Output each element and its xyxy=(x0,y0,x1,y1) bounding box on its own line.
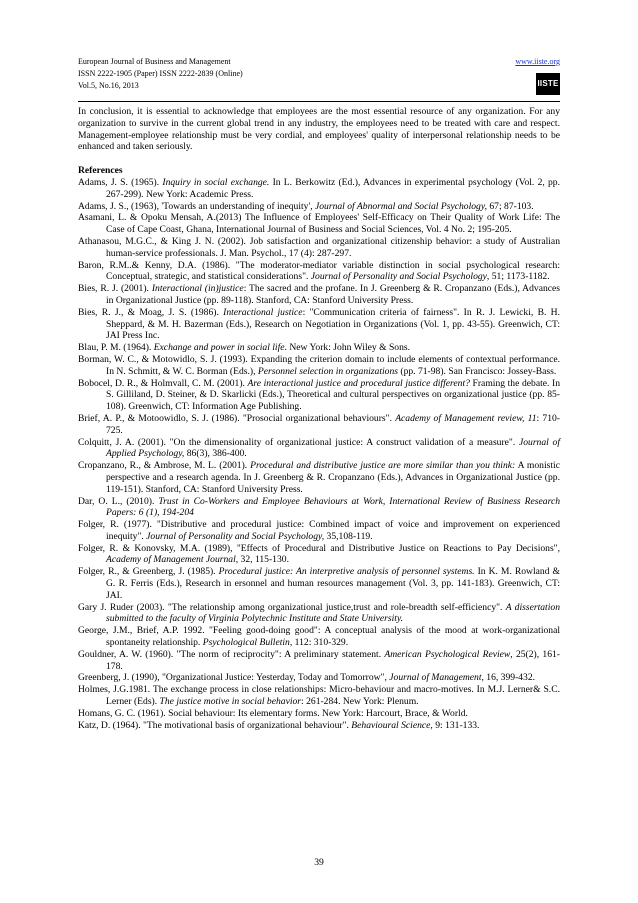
reference-text-part: Colquitt, J. A. (2001). "On the dimensionality of organizational justice: A construct validation of a measure". xyxy=(78,436,519,448)
reference-text-part: Bobocel, D. R., & Holmvall, C. M. (2001). xyxy=(78,377,248,389)
reference-item xyxy=(78,177,560,201)
reference-italic-part: Inquiry in social exchange. xyxy=(162,176,270,188)
reference-text-part: Dar, O. L., (2010). xyxy=(78,495,159,507)
reference-item xyxy=(78,378,560,413)
reference-item xyxy=(78,201,560,213)
reference-text-part: Folger, R., & Greenberg, J. (1985). xyxy=(78,566,219,578)
reference-text-part: Adams, J. S., (1963), 'Towards an understanding of inequity', xyxy=(78,200,315,212)
reference-italic-part: Procedural and distributive justice are more similar than you think: xyxy=(250,460,516,472)
reference-text-part: Athanasou, M.G.C., & King J. N. (2002). Job satisfaction and organizational citizenship behavior: a study of Australian human-service professionals. J. Man. Psychol., 17 (4): 287-297. xyxy=(78,235,560,259)
reference-list xyxy=(78,177,560,731)
volume-line: Vol.5, No.16, 2013 xyxy=(78,81,139,90)
reference-text-part: , 25(2), 161-178. xyxy=(106,648,560,672)
reference-text-part: : 710-725. xyxy=(106,412,560,436)
reference-italic-part: Journal of Personality and Social Psychology, xyxy=(146,530,325,542)
reference-item xyxy=(78,720,560,732)
reference-text-part: Borman, W. C., & Motowidlo, S. J. (1993). Expanding the criterion domain to include elements of contextual performance. In N. Schmitt, & W. C. Borman (Eds.), xyxy=(78,353,560,377)
reference-italic-part: Interactional justice xyxy=(223,306,303,318)
reference-item xyxy=(78,602,560,626)
conclusion-paragraph: In conclusion, it is essential to acknowledge that employees are the most essential resource of any organization. For any organization to survive in the current global trend in any industry, the employees need to be treated with care and respect. Management-employee relationship must be very cordial, and employees' quality of interpersonal relationship needs to be enhanced and taken seriously. xyxy=(78,106,560,153)
reference-italic-part: Academy of Management Journal, xyxy=(106,554,239,566)
reference-text-part: Bies, R. J. (2001). xyxy=(78,283,152,295)
reference-italic-part: Journal of Abnormal and Social Psychology, xyxy=(315,200,487,212)
reference-italic-part: Psychological Bulletin xyxy=(202,637,290,649)
reference-text-part: , 51; 1173-1182. xyxy=(486,271,550,283)
reference-item xyxy=(78,543,560,567)
reference-italic-part: The justice motive in social behavior xyxy=(159,696,302,708)
reference-text-part: 32, 115-130. xyxy=(238,554,289,566)
page-number: 39 xyxy=(314,857,324,868)
reference-text-part: In L. Berkowitz (Ed.), Advances in experimental psychology (Vol. 2, pp. 267-299). New York: Academic Press. xyxy=(106,176,560,200)
reference-text-part: Folger, R. (1977). "Distributive and procedural justice: Combined impact of voice and improvement on experienced inequity". xyxy=(78,519,560,542)
header-divider xyxy=(78,101,560,102)
reference-text-part: 16, 399-432. xyxy=(483,672,536,684)
reference-text-part: 86(3), 386-400. xyxy=(184,448,247,460)
reference-item xyxy=(78,260,560,284)
reference-text-part: : The sacred and the profane. In J. Greenberg & R. Cropanzano (Eds.), Advances in Organizational Justice (pp. 89-118). Stanford, CA: Stanford University Press. xyxy=(106,283,561,306)
reference-text-part: 67; 87-103. xyxy=(486,200,534,212)
reference-italic-part: Behavioural Science xyxy=(351,719,431,731)
reference-text-part: A monistic perspective and a research agenda. In J. Greenberg & R. Cropanzano (Eds.), Advances in Organizational Justice (pp. 119-151). Stanford, CA: Stanford University Press. xyxy=(106,460,560,495)
reference-text-part: In K. M. Rowland & G. R. Ferris (Eds.), Research in ersonnel and human resources management (Vol. 3, pp. 141-183). Greenwich, CT: JAI. xyxy=(106,566,560,601)
reference-item xyxy=(78,236,560,260)
reference-italic-part: Journal of Applied Psychology, xyxy=(106,436,560,460)
references-heading: References xyxy=(78,165,123,177)
reference-item xyxy=(78,649,560,673)
reference-text-part: Homans, G. C. (1961). Social behaviour: Its elementary forms. New York: Harcourt, Brace, & World. xyxy=(78,707,468,719)
reference-text-part: Blau, P. M. (1964). xyxy=(78,342,154,354)
reference-text-part: : "Communication criteria of fairness". In R. J. Lewicki, B. H. Sheppard, & M. H. Bazerman (Eds.), Research on Negotiation in Organizations (Vol. 1, pp. 43-55). Greenwich, CT: JAI Press Inc. xyxy=(106,306,560,342)
reference-italic-part: Procedural justice: An interpretive analysis of personnel systems. xyxy=(218,566,475,578)
reference-text-part: Holmes, J.G.1981. The exchange process in close relationships: Micro-behaviour and macro-motives. In M.J. Lerner& S.C. Lerner (Eds). xyxy=(78,684,560,708)
reference-text-part: , 9: 131-133. xyxy=(430,719,480,731)
reference-text-part: : 261-284. New York: Plenum. xyxy=(301,696,419,708)
page-header xyxy=(78,56,560,100)
reference-text-part: Katz, D. (1964). "The motivational basis of organizational behaviour". xyxy=(78,719,352,731)
reference-item xyxy=(78,437,560,461)
reference-text-part: Gouldner, A. W. (1960). "The norm of reciprocity": A preliminary statement. xyxy=(78,648,385,660)
reference-item xyxy=(78,342,560,354)
reference-text-part: Gary J. Ruder (2003). "The relationship among organizational justice,trust and role-breadth self-efficiency". xyxy=(78,601,506,613)
reference-text-part: Folger, R. & Konovsky, M.A. (1989), "Effects of Procedural and Distributive Justice on Reactions to Pay Decisions", xyxy=(78,542,560,554)
reference-italic-part: Exchange and power in social life xyxy=(153,342,285,354)
reference-text-part: (pp. 71-98). San Francisco: Jossey-Bass. xyxy=(397,365,557,377)
reference-item xyxy=(78,496,560,520)
reference-text-part: Cropanzano, R., & Ambrose, M. L. (2001). xyxy=(78,460,251,472)
reference-italic-part: Academy of Management review, 11 xyxy=(395,412,537,424)
reference-italic-part: Interactional (in)justice xyxy=(151,283,244,295)
reference-text-part: Greenberg, J. (1990), "Organizational Justice: Yesterday, Today and Tomorrow", xyxy=(78,672,390,684)
reference-item xyxy=(78,212,560,236)
journal-name: European Journal of Business and Management xyxy=(78,57,231,66)
journal-url-link[interactable]: www.iiste.org xyxy=(515,57,560,66)
reference-text-part: Brief, A. P., & Motoowidlo, S. J. (1986). "Prosocial organizational behaviours". xyxy=(78,412,396,424)
reference-text-part: Adams, J. S. (1965). xyxy=(78,176,163,188)
reference-text-part: George, J.M., Brief, A.P. 1992. "Feeling good-doing good": A conceptual analysis of the mood at work-organizational spontaneity relationship. xyxy=(78,625,560,649)
reference-item xyxy=(78,413,560,437)
iiste-logo: IISTE xyxy=(536,73,560,95)
reference-item xyxy=(78,672,560,684)
reference-item xyxy=(78,283,560,307)
reference-text-part: , 112: 310-329. xyxy=(289,637,349,649)
reference-italic-part: Trust in Co-Workers and Employee Behaviours at Work, International Review of Business Research Papers: 6 (1), 194-204 xyxy=(106,495,560,519)
reference-italic-part: Personnel selection in organizations xyxy=(257,365,398,377)
reference-text-part: Asamani, L. & Opoku Mensah, A.(2013) The Influence of Employees' Self-Efficacy on Their Quality of Work Life: The Case of Cape Coast, Ghana, International Journal of Business and Social Sciences, Vol. 4 No. 2; 195-205. xyxy=(78,212,560,236)
reference-item xyxy=(78,684,560,708)
reference-italic-part: Journal of Personality and Social Psychology xyxy=(310,271,487,283)
reference-item xyxy=(78,519,560,543)
reference-text-part: 35,108-119. xyxy=(324,530,373,542)
issn-line: ISSN 2222-1905 (Paper) ISSN 2222-2839 (Online) xyxy=(78,69,243,78)
reference-italic-part: A dissertation submitted to the faculty of Virginia Polytechnic Institute and State University. xyxy=(106,601,560,625)
reference-text-part: Framing the debate. In S. Gilliland, D. Steiner, & D. Skarlicki (Eds.), Theoretical and cultural perspectives on organizational justice (pp. 85-108). Greenwich, CT: Information Age Publishing. xyxy=(106,377,560,413)
reference-item xyxy=(78,708,560,720)
reference-item xyxy=(78,354,560,378)
reference-italic-part: Are interactional justice and procedural justice different? xyxy=(247,377,470,389)
page-content xyxy=(78,106,560,731)
reference-italic-part: Journal of Management, xyxy=(389,672,484,684)
reference-item xyxy=(78,625,560,649)
reference-italic-part: American Psychological Review xyxy=(384,648,511,660)
reference-item xyxy=(78,566,560,601)
reference-text-part: Bies, R. J., & Moag, J. S. (1986). xyxy=(78,306,224,318)
reference-text-part: . New York: John Wiley & Sons. xyxy=(284,342,411,354)
reference-item xyxy=(78,307,560,342)
reference-text-part: Baron, R.M..& Kenny, D.A. (1986). "The moderator-mediator variable distinction in social psychological research: Conceptual, strategic, and statistical considerations". xyxy=(78,259,560,283)
reference-item xyxy=(78,460,560,495)
